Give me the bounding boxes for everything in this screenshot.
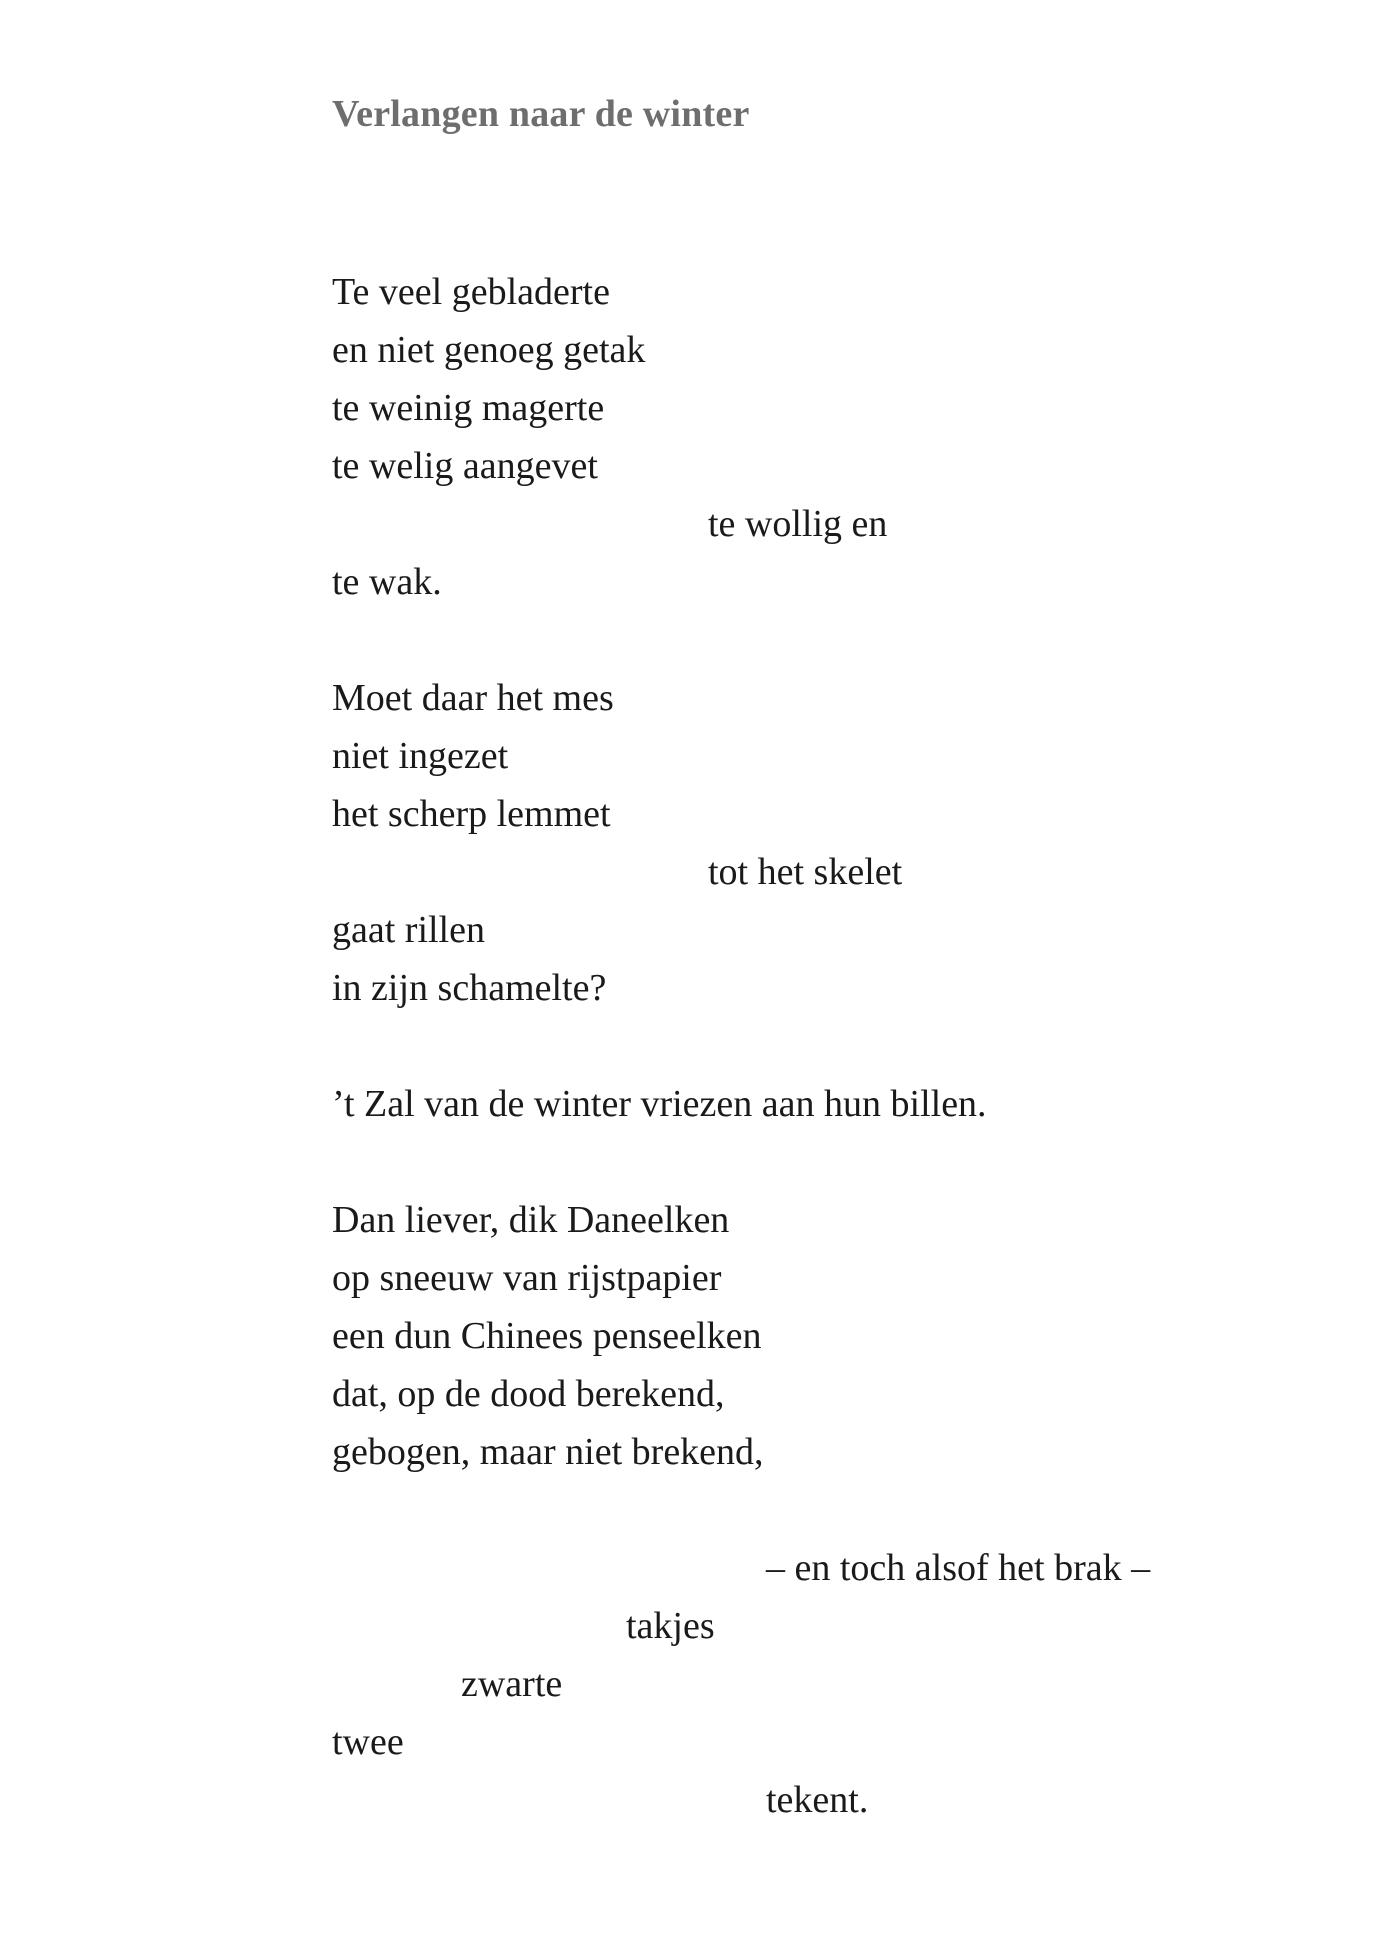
poem-line: te welig aangevet (332, 445, 598, 487)
poem-line: gebogen, maar niet brekend, (332, 1431, 764, 1473)
poem-line: te weinig magerte (332, 387, 605, 429)
poem-line: ’t Zal van de winter vriezen aan hun billen. (332, 1083, 987, 1125)
poem-line: te wollig en (708, 503, 888, 545)
poem-line: te wak. (332, 561, 442, 603)
poem-line: Te veel gebladerte (332, 271, 610, 313)
poem-line: – en toch alsof het brak – (766, 1547, 1151, 1589)
poem-line: tot het skelet (708, 851, 903, 893)
poem-line: het scherp lemmet (332, 793, 611, 835)
poem-line: dat, op de dood berekend, (332, 1373, 725, 1415)
poem-line: een dun Chinees penseelken (332, 1315, 762, 1357)
poem-line: Moet daar het mes (332, 677, 614, 719)
poem-line: gaat rillen (332, 909, 485, 951)
poem-line: niet ingezet (332, 735, 509, 777)
poem-line: Dan liever, dik Daneelken (332, 1199, 730, 1241)
poem-line: in zijn schamelte? (332, 967, 607, 1009)
poem-line: zwarte (461, 1663, 563, 1705)
poem-title: Verlangen naar de winter (332, 93, 750, 135)
poem-line: op sneeuw van rijstpapier (332, 1257, 722, 1299)
poem-line: tekent. (766, 1779, 869, 1821)
poem-line: takjes (626, 1605, 715, 1647)
poem-line: twee (332, 1721, 404, 1763)
poem-line: en niet genoeg getak (332, 329, 646, 371)
